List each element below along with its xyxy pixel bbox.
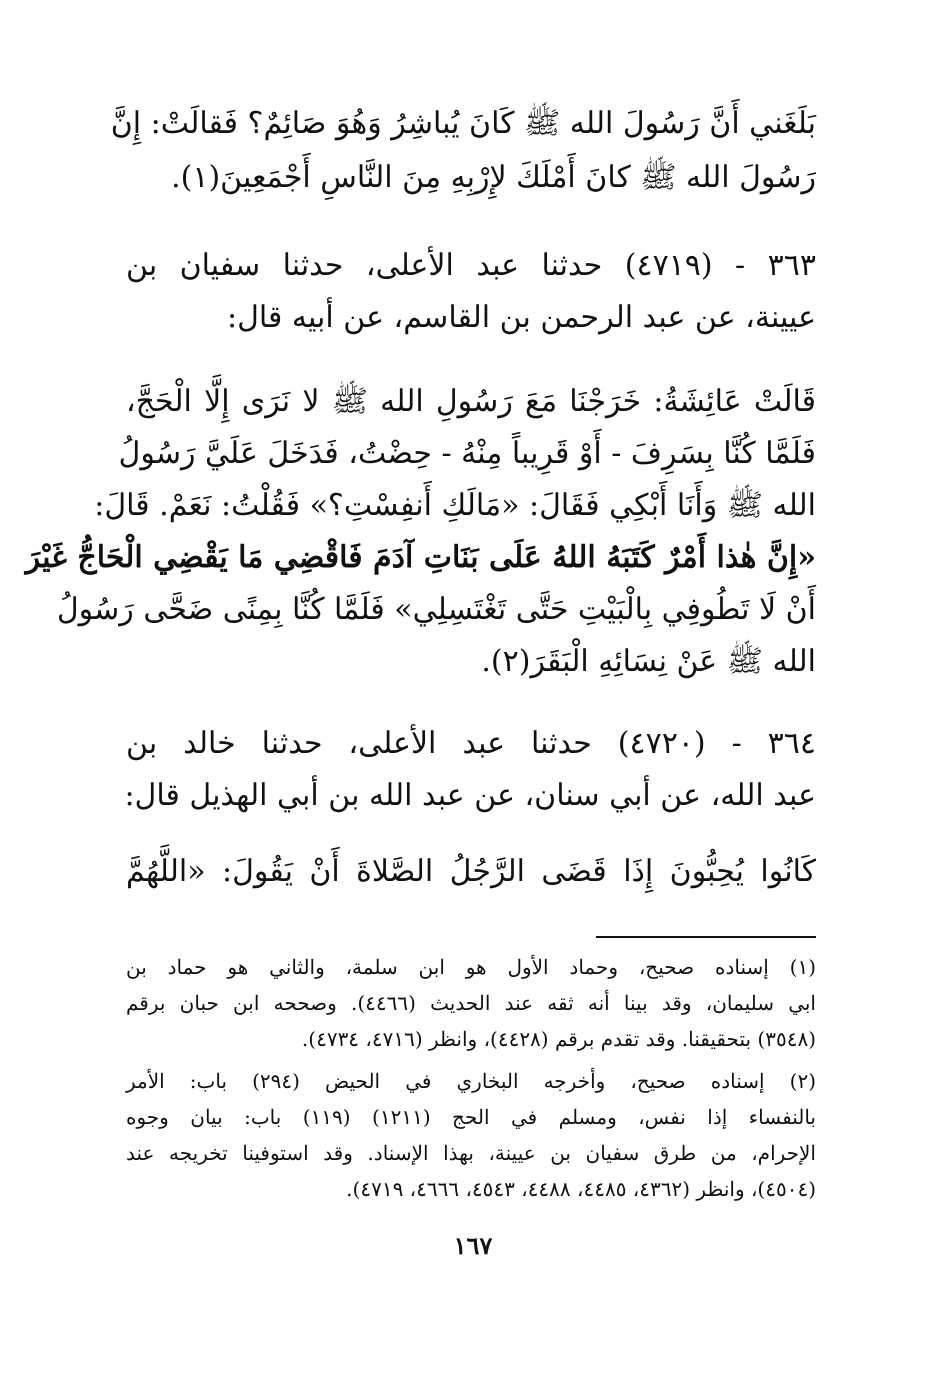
footnote-line: ابي سليمان، وقد بينا أنه ثقه عند الحديث (٤٤٦٦). وصححه ابن حبان برقم [126,991,816,1015]
hadith-header: عبد الله، عن أبي سنان، عن عبد الله بن أبي الهذيل قال: [124,778,816,813]
footnote-line: الإحرام، من طرق سفيان بن عيينة، بهذا الإسناد. وقد استوفينا تخريجه عند [126,1141,816,1165]
hadith-header: ٣٦٣ - (٤٧١٩) حدثنا عبد الأعلى، حدثنا سفيان بن [126,248,816,283]
body-line: قَالَتْ عَائِشَةُ: خَرَجْنَا مَعَ رَسُولِ الله ﷺ لا نَرَى إِلَّا الْحَجَّ، [126,384,816,419]
page-number: ١٦٧ [453,1231,493,1260]
hadith-header: عيينة، عن عبد الرحمن بن القاسم، عن أبيه قال: [226,300,816,335]
footnote-line: (١) إسناده صحيح، وحماد الأول هو ابن سلمة، والثاني هو حماد بن [126,955,816,979]
footnote-line: (٤٥٠٤)، وانظر (٤٣٦٢، ٤٤٨٥، ٤٤٨٨، ٤٥٤٣، ٤٦٦٦، ٤٧١٩). [346,1177,816,1201]
body-line: رَسُولَ الله ﷺ كانَ أَمْلَكَ لإِرْبِهِ مِنَ النَّاسِ أَجْمَعِينَ(١). [171,160,816,195]
hadith-header: ٣٦٤ - (٤٧٢٠) حدثنا عبد الأعلى، حدثنا خالد بن [126,726,816,761]
footnote-divider [596,936,816,938]
body-line: أَنْ لَا تَطُوفِي بِالْبَيْتِ حَتَّى تَغْتَسِلِي» فَلَمَّا كُنَّا بِمِنًى ضَحَّى رَسُولُ [56,592,816,627]
footnote-line: بالنفساء إذا نفس، ومسلم في الحج (١٢١١) (١١٩) باب: بيان وجوه [126,1105,816,1129]
footnote-line: (٣٥٤٨) بتحقيقنا. وقد تقدم برقم (٤٤٢٨)، وانظر (٤٧١٦، ٤٧٣٤). [301,1027,816,1051]
footnote-line: (٢) إسناده صحيح، وأخرجه البخاري في الحيض (٢٩٤) باب: الأمر [126,1069,816,1093]
body-line: الله ﷺ عَنْ نِسَائِهِ الْبَقَرَ(٢). [481,644,816,679]
body-line: بَلَغَني أَنَّ رَسُولَ الله ﷺ كَانَ يُباشِرُ وَهُوَ صَائِمٌ؟ فَقالَتْ: إِنَّ [110,106,816,141]
body-line: كَانُوا يُحِبُّونَ إِذَا قَضَى الرَّجُلُ الصَّلاةَ أَنْ يَقُولَ: «اللَّهُمَّ [126,854,816,889]
hadith-quote-line: «إِنَّ هٰذا أَمْرٌ كَتَبَهُ اللهُ عَلَى بَنَاتِ آدَمَ فَاقْضِي مَا يَقْضِي الْحَاجُّ غَيْرَ [25,540,816,575]
body-line: فَلَمَّا كُنَّا بِسَرِفَ - أَوْ قَرِيباً مِنْهُ - حِضْتُ، فَدَخَلَ عَلَيَّ رَسُولُ [118,436,816,471]
body-line: الله ﷺ وَأَنَا أَبْكِي فَقَالَ: «مَالَكِ أَنفِسْتِ؟» فَقُلْتُ: نَعَمْ. قَالَ: [94,488,816,523]
